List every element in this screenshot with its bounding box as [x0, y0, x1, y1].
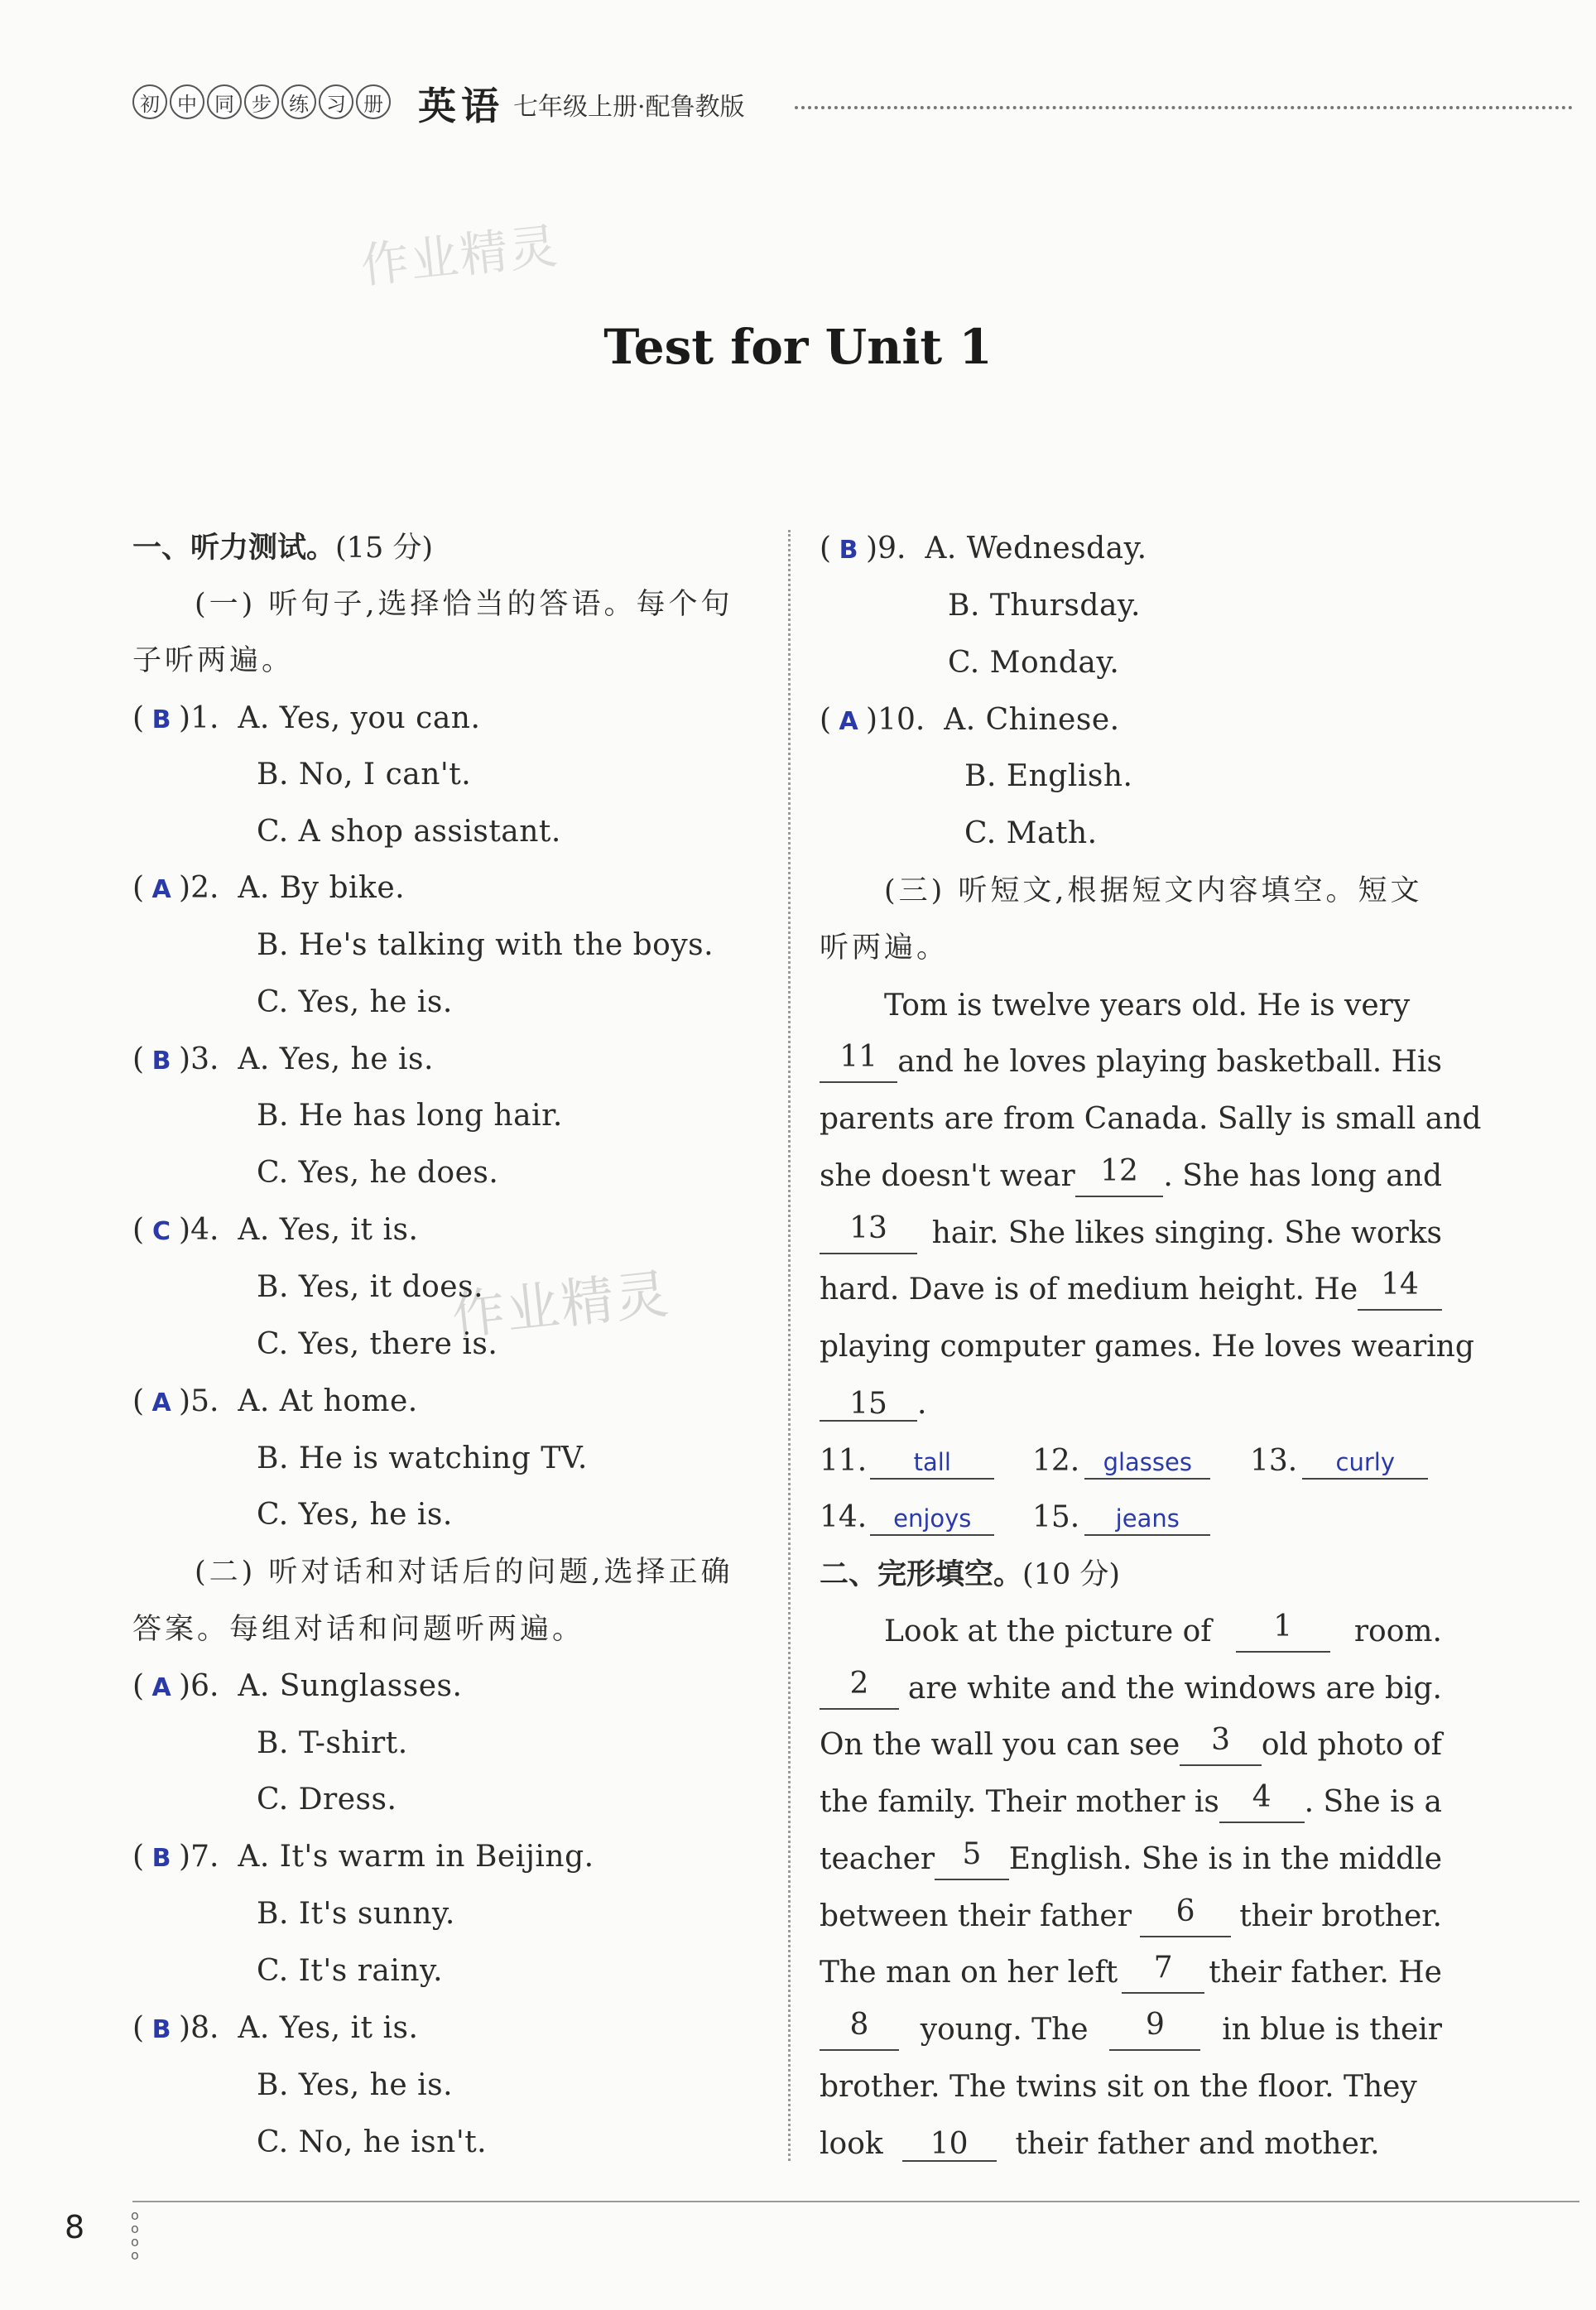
subject-title: 英语 — [418, 84, 504, 128]
passage-line: she doesn't wear 12 . She has long and — [820, 1156, 1442, 1197]
option: C. Dress. — [257, 1783, 397, 1817]
option: A. Chinese. — [944, 703, 1120, 737]
fill-answer: curly — [1302, 1446, 1428, 1480]
page-number: 8 — [65, 2209, 85, 2245]
blank: 6 — [1140, 1896, 1231, 1937]
fill-row: 14. enjoys — [820, 1497, 994, 1538]
option: A. Sunglasses. — [238, 1669, 463, 1703]
header-dotted-rule — [795, 106, 1573, 109]
question-row: ( B )3. A. Yes, he is. — [132, 1039, 434, 1082]
option: C. Yes, he is. — [257, 1498, 453, 1532]
option: B. Thursday. — [948, 589, 1141, 623]
subsection-instruction: (二) 听对话和对话后的问题,选择正确 — [195, 1556, 733, 1589]
subsection-instruction: 答案。每组对话和问题听两遍。 — [132, 1613, 585, 1646]
blank: 8 — [820, 2009, 899, 2051]
subsection-instruction: 子听两遍。 — [132, 644, 295, 677]
option: C. No, he isn't. — [257, 2125, 488, 2159]
option: C. Yes, he is. — [257, 985, 453, 1019]
series-badge: 习 — [319, 84, 353, 119]
answer-mark: B — [151, 1844, 171, 1873]
page-title: Test for Unit 1 — [603, 319, 993, 375]
footer-rule — [132, 2201, 1579, 2202]
series-badge: 初 — [132, 84, 167, 119]
question-row: ( B )9. A. Wednesday. — [820, 528, 1147, 571]
option: B. He is watching TV. — [257, 1441, 588, 1475]
cloze-line: teacher 5 English. She is in the middle — [820, 1839, 1442, 1880]
option: B. English. — [964, 759, 1133, 793]
fill-answer: jeans — [1084, 1503, 1210, 1536]
column-divider — [788, 530, 791, 2161]
passage-line: Tom is twelve years old. He is very — [884, 989, 1411, 1023]
series-badge: 练 — [281, 84, 316, 119]
watermark: 作业精灵 — [358, 217, 562, 295]
blank: 10 — [902, 2129, 997, 2162]
answer-mark: C — [152, 1217, 171, 1246]
cloze-line: 2 are white and the windows are big. — [820, 1668, 1442, 1710]
option: C. Monday. — [948, 646, 1120, 680]
blank: 15 — [820, 1388, 917, 1422]
question-row: ( A )5. A. At home. — [132, 1381, 418, 1424]
cloze-line: brother. The twins sit on the floor. They — [820, 2070, 1417, 2104]
section-heading-listening: 一、听力测试。(15 分) — [132, 532, 433, 565]
answer-mark: A — [151, 875, 171, 904]
passage-line: 11 and he loves playing basketball. His — [820, 1042, 1442, 1083]
answer-mark: A — [839, 707, 858, 736]
margin-marks: o o o o — [131, 2207, 139, 2263]
answer-mark: A — [151, 1673, 171, 1702]
cloze-line: look 10 their father and mother. — [820, 2127, 1380, 2161]
blank: 12 — [1075, 1156, 1164, 1197]
option: A. Yes, you can. — [238, 701, 481, 735]
answer-mark: B — [151, 705, 171, 734]
question-row: ( A )6. A. Sunglasses. — [132, 1666, 462, 1709]
blank: 5 — [935, 1839, 1009, 1880]
answer-mark: B — [151, 1047, 171, 1076]
option: C. Math. — [964, 816, 1098, 850]
series-badges — [132, 84, 393, 119]
option: B. Yes, it does. — [257, 1270, 484, 1304]
option: B. It's sunny. — [257, 1897, 455, 1931]
blank: 9 — [1109, 2009, 1200, 2051]
question-row: ( B )7. A. It's warm in Beijing. — [132, 1836, 594, 1879]
fill-row: 15. jeans — [1032, 1497, 1210, 1538]
fill-row: 11. tall — [820, 1441, 994, 1482]
cloze-line: between their father 6 their brother. — [820, 1896, 1442, 1937]
answer-mark: A — [151, 1388, 171, 1417]
option: A. By bike. — [238, 871, 406, 905]
fill-answer: enjoys — [870, 1503, 994, 1536]
answer-mark: B — [151, 2015, 171, 2044]
option: B. He has long hair. — [257, 1099, 563, 1133]
passage-line: 13 hair. She likes singing. She works — [820, 1213, 1442, 1254]
passage-line: parents are from Canada. Sally is small and — [820, 1102, 1482, 1136]
question-row: ( C )4. A. Yes, it is. — [132, 1210, 418, 1253]
section-heading-cloze: 二、完形填空。(10 分) — [820, 1558, 1120, 1591]
question-row: ( B )1. A. Yes, you can. — [132, 698, 480, 741]
passage-line: 15 . — [820, 1384, 926, 1425]
page-header — [132, 83, 1573, 132]
option: C. A shop assistant. — [257, 815, 561, 849]
subsection-instruction: 听两遍。 — [820, 931, 949, 965]
blank: 2 — [820, 1668, 899, 1710]
question-row: ( A )10. A. Chinese. — [820, 700, 1120, 743]
blank: 7 — [1122, 1952, 1204, 1994]
subsection-instruction: (一) 听句子,选择恰当的答语。每个句 — [195, 588, 733, 621]
option: B. Yes, he is. — [257, 2068, 454, 2102]
fill-row: 12. glasses — [1032, 1441, 1210, 1482]
series-badge: 同 — [207, 84, 242, 119]
question-row: ( A )2. A. By bike. — [132, 868, 405, 911]
blank: 4 — [1219, 1782, 1305, 1823]
option: C. Yes, he does. — [257, 1156, 499, 1190]
option: A. Yes, he is. — [238, 1042, 434, 1076]
blank: 13 — [820, 1213, 917, 1254]
fill-answer: glasses — [1084, 1446, 1210, 1480]
grade-label: 七年级上册·配鲁教版 — [513, 93, 745, 122]
blank: 11 — [820, 1042, 897, 1083]
blank: 1 — [1236, 1611, 1330, 1653]
option: A. It's warm in Beijing. — [238, 1840, 594, 1874]
watermark: 作业精灵 — [449, 1263, 673, 1348]
series-badge: 中 — [170, 84, 204, 119]
blank: 3 — [1180, 1725, 1262, 1766]
option: C. It's rainy. — [257, 1954, 444, 1988]
option: B. No, I can't. — [257, 758, 472, 792]
fill-row: 13. curly — [1250, 1441, 1428, 1482]
passage-line: playing computer games. He loves wearing — [820, 1330, 1474, 1364]
option: A. Yes, it is. — [238, 2011, 419, 2045]
option: A. At home. — [238, 1384, 418, 1418]
cloze-line: On the wall you can see 3 old photo of — [820, 1725, 1442, 1766]
option: B. He's talking with the boys. — [257, 928, 714, 962]
series-badge: 步 — [244, 84, 279, 119]
cloze-line: 8 young. The 9 in blue is their — [820, 2009, 1442, 2051]
option: A. Yes, it is. — [238, 1213, 419, 1247]
subsection-instruction: (三) 听短文,根据短文内容填空。短文 — [884, 874, 1423, 907]
option: A. Wednesday. — [925, 532, 1147, 565]
answer-mark: B — [839, 536, 858, 565]
passage-line: hard. Dave is of medium height. He 14 — [820, 1269, 1442, 1311]
question-row: ( B )8. A. Yes, it is. — [132, 2008, 418, 2051]
cloze-line: the family. Their mother is 4 . She is a — [820, 1782, 1442, 1823]
blank: 14 — [1358, 1269, 1442, 1311]
cloze-line: Look at the picture of 1 room. — [884, 1611, 1442, 1653]
cloze-line: The man on her left 7 their father. He — [820, 1952, 1442, 1994]
series-badge: 册 — [356, 84, 391, 119]
fill-answer: tall — [870, 1446, 994, 1480]
option: B. T-shirt. — [257, 1726, 408, 1760]
option: C. Yes, there is. — [257, 1327, 498, 1361]
